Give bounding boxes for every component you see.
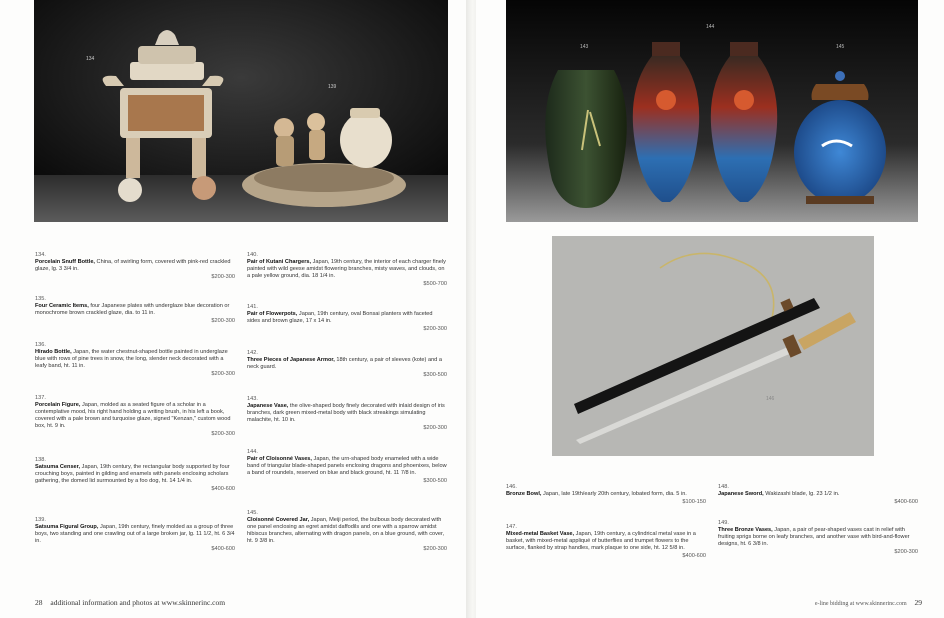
right-page-number: 29 xyxy=(914,598,922,607)
lot-entry xyxy=(35,252,235,281)
lot-entry xyxy=(247,396,447,432)
bronze-vase-shape xyxy=(545,70,626,208)
lot-entry xyxy=(35,296,235,325)
left-page xyxy=(0,0,470,618)
lot-estimate: $400-600 xyxy=(894,499,918,505)
lot-title: Pair of Cloisonné Vases, xyxy=(247,456,312,462)
lot-entry xyxy=(35,395,235,438)
lot-title: Porcelain Snuff Bottle, xyxy=(35,259,95,265)
right-footer xyxy=(786,598,922,607)
lot-description: China, of swirling form, covered with pink-red crackled glaze, lg. 3 3/4 in. xyxy=(35,259,231,272)
lot-number: 139. xyxy=(35,517,46,523)
lot-description: 18th century, a pair of sleeves (kote) and a neck guard. xyxy=(247,357,442,370)
lot-entry xyxy=(247,252,447,288)
lot-title: Bronze Bowl, xyxy=(506,491,542,497)
lot-description: Japan, late 19th/early 20th century, lobated form, dia. 5 in. xyxy=(541,491,687,497)
lot-description: Japan, 19th century, the rectangular body supported by four crouching boys, painted in gilding and enamels with panels enclosing scholars gathering, the domed lid surmounted by a foo dog, ht. 14 1/4 in. xyxy=(35,464,230,484)
lot-estimate: $400-600 xyxy=(211,486,235,492)
lot-description: Wakizashi blade, lg. 23 1/2 in. xyxy=(763,491,840,497)
vases-photo-svg xyxy=(506,0,918,222)
ceramics-photo-svg xyxy=(34,0,448,222)
lot-number: 145. xyxy=(247,510,258,516)
right-footer-link[interactable]: e-line bidding at www.skinnerinc.com xyxy=(814,601,907,607)
lot-title: Satsuma Censer, xyxy=(35,464,81,470)
lot-entry xyxy=(506,484,706,506)
lot-estimate: $400-600 xyxy=(211,546,235,552)
left-page-number: 28 xyxy=(35,598,43,607)
lot-title: Four Ceramic Items, xyxy=(35,303,89,309)
lot-description: Japan, molded as a seated figure of a scholar in a contemplative mood, his right hand holding a writing brush, in his left a book, covered with a pale brown and turquoise glaze, signed "Kenzan," custom wood box, ht. 9 in. xyxy=(35,402,231,429)
lot-description: Japan, 19th century, oval Bonsai planters with faceted sides and brown glaze, 17 x 14 in. xyxy=(247,311,433,324)
lot-estimate: $400-600 xyxy=(682,553,706,559)
lot-estimate: $200-300 xyxy=(423,425,447,431)
photo-sword xyxy=(552,236,874,456)
lot-estimate: $100-150 xyxy=(682,499,706,505)
lot-number: 142. xyxy=(247,350,258,356)
lot-number: 136. xyxy=(35,342,46,348)
left-footer-link[interactable]: additional information and photos at www.skinnerinc.com xyxy=(50,598,226,607)
photo-label-144: 144 xyxy=(706,24,715,30)
lot-number: 144. xyxy=(247,449,258,455)
photo-label-134: 134 xyxy=(86,56,95,62)
photo-label-145: 145 xyxy=(836,44,845,50)
lot-entry xyxy=(718,484,918,506)
lot-title: Satsuma Figural Group, xyxy=(35,524,99,530)
left-footer xyxy=(35,598,225,607)
lot-entry xyxy=(247,304,447,333)
lot-title: Cloisonné Covered Jar, xyxy=(247,517,310,523)
right-page xyxy=(476,0,944,618)
lot-estimate: $300-500 xyxy=(423,478,447,484)
lot-description: Japan, the urn-shaped body enameled with a wide band of triangular blade-shaped panels enclosing dragons and phoenixes, below a band of roundels, reserved on blue and black ground, ht. 11 7/8 in. xyxy=(247,456,447,476)
lot-title: Three Pieces of Japanese Armor, xyxy=(247,357,335,363)
lot-title: Three Bronze Vases, xyxy=(718,527,773,533)
lot-description: Japan, 19th century, finely molded as a group of three boys, two standing and one crawling out of a large broken jar, lg. 11 1/2, ht. 6 3/4 in. xyxy=(35,524,235,544)
lot-title: Mixed-metal Basket Vase, xyxy=(506,531,575,537)
lot-number: 147. xyxy=(506,524,517,530)
lot-number: 148. xyxy=(718,484,729,490)
lot-entry xyxy=(247,510,447,553)
lot-number: 140. xyxy=(247,252,258,258)
lot-number: 138. xyxy=(35,457,46,463)
sword-photo-svg xyxy=(552,236,874,456)
lot-entry xyxy=(247,449,447,485)
lot-description: Japan, Meiji period, the bulbous body decorated with one panel enclosing an egret amidst daffodils and one with a sparrow amidst hibiscus branches, alternating with dragon panels, on a blue ground, with cover, ht. 9 3/8 in. xyxy=(247,517,445,544)
lot-number: 135. xyxy=(35,296,46,302)
lot-number: 149. xyxy=(718,520,729,526)
lot-entry xyxy=(506,524,706,560)
lot-title: Hirado Bottle, xyxy=(35,349,72,355)
lot-estimate: $200-300 xyxy=(211,431,235,437)
lot-description: Japan, 19th century, a cylindrical metal vase in a basket, with mixed-metal appliqué of butterflies and trumpet flowers to the surface, flanked by strap handles, mark plaque to one side, ht. 12 5/8 in. xyxy=(506,531,696,551)
lot-title: Pair of Flowerpots, xyxy=(247,311,298,317)
lot-description: four Japanese plates with underglaze blue decoration or monochrome brown crackled glaze, dia. to 11 in. xyxy=(35,303,230,316)
lot-estimate: $200-300 xyxy=(211,371,235,377)
lot-estimate: $200-300 xyxy=(894,549,918,555)
photo-label-139: 139 xyxy=(328,84,337,90)
lot-entry xyxy=(35,517,235,553)
lot-description: Japan, the water chestnut-shaped bottle painted in underglaze blue with rows of pine trees in snow, the long, slender neck decorated with a leafy band, ht. 11 in. xyxy=(35,349,228,369)
lot-number: 143. xyxy=(247,396,258,402)
photo-ceramics xyxy=(34,0,448,222)
lot-estimate: $300-500 xyxy=(423,372,447,378)
lot-entry xyxy=(35,457,235,493)
lot-estimate: $200-300 xyxy=(211,318,235,324)
lot-entry xyxy=(35,342,235,378)
lot-number: 146. xyxy=(506,484,517,490)
lot-estimate: $200-300 xyxy=(423,326,447,332)
lot-title: Japanese Sword, xyxy=(718,491,764,497)
lot-number: 137. xyxy=(35,395,46,401)
lot-description: Japan, a pair of pear-shaped vases cast in relief with fruiting sprigs borne on leafy branches, and another vase with bird-and-flower designs, ht. 6 3/8 in. xyxy=(718,527,910,547)
photo-vases xyxy=(506,0,918,222)
lot-entry xyxy=(718,520,918,556)
lot-number: 134. xyxy=(35,252,46,258)
lot-title: Porcelain Figure, xyxy=(35,402,81,408)
lot-number: 141. xyxy=(247,304,258,310)
lot-entry xyxy=(247,350,447,379)
lot-description: Japan, 19th century, the interior of each charger finely painted with wild geese amidst flowering branches, misty waves, and clouds, on a pale yellow ground, dia. 18 1/4 in. xyxy=(247,259,446,279)
lot-estimate: $200-300 xyxy=(423,546,447,552)
lot-description: the olive-shaped body finely decorated with inlaid design of iris branches, dark green mixed-metal body with black streakings simulating malachite, ht. 10 in. xyxy=(247,403,445,423)
photo-label-143: 143 xyxy=(580,44,589,50)
lot-estimate: $200-300 xyxy=(211,274,235,280)
lot-title: Pair of Kutani Chargers, xyxy=(247,259,312,265)
lot-estimate: $500-700 xyxy=(423,281,447,287)
lot-title: Japanese Vase, xyxy=(247,403,289,409)
photo-label-146: 146 xyxy=(766,396,775,402)
